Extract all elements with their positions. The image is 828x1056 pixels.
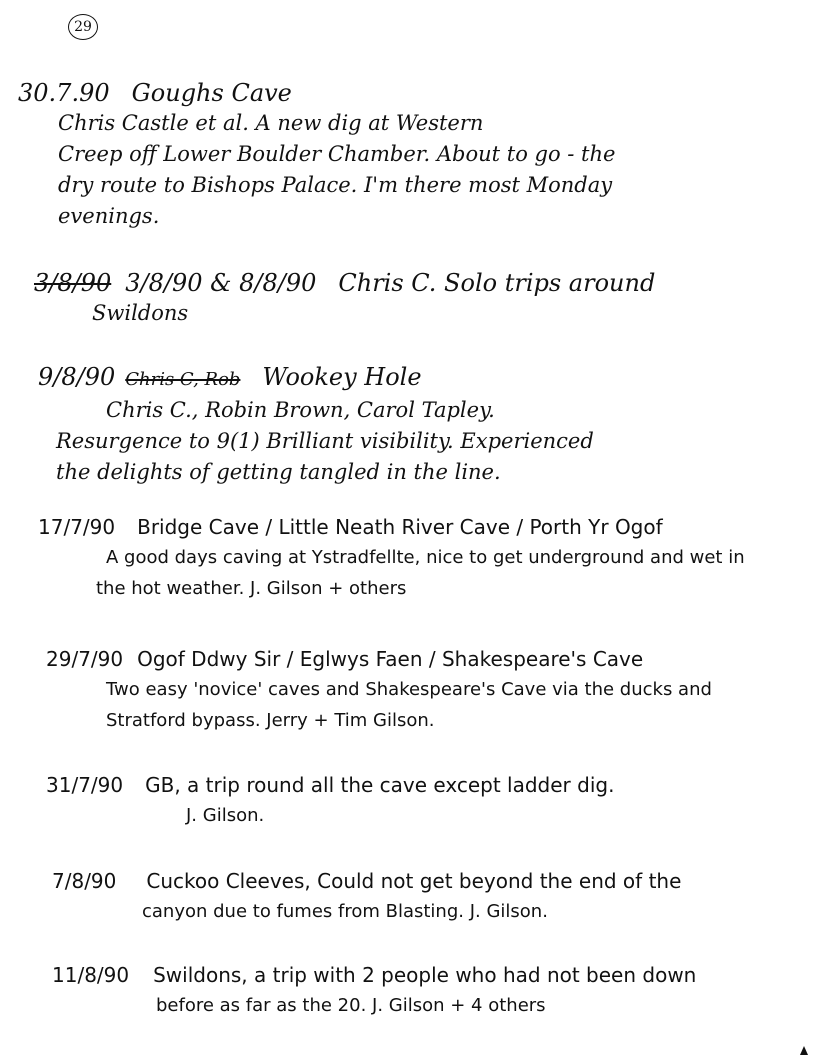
log-entry <box>52 866 816 927</box>
log-entry <box>34 268 814 329</box>
entry-date: 31/7/90 <box>46 773 124 797</box>
struck-text: 3/8/90 <box>34 269 112 297</box>
entry-body <box>38 542 818 604</box>
entry-body <box>58 108 798 232</box>
entry-line: Creep off Lower Boulder Chamber. About to go - the <box>58 142 616 166</box>
log-entry <box>18 78 798 232</box>
entry-title: Wookey Hole <box>262 363 422 391</box>
entry-line: Chris C., Robin Brown, Carol Tapley. <box>106 398 495 422</box>
entry-body <box>186 800 816 831</box>
log-entry <box>52 960 816 1021</box>
entry-title: Chris C. Solo trips around <box>338 269 656 297</box>
entry-title: Goughs Cave <box>131 79 292 107</box>
entry-heading <box>34 268 814 298</box>
entry-line: evenings. <box>58 204 160 228</box>
entry-title: Cuckoo Cleeves, Could not get beyond the end of the <box>146 869 682 893</box>
entry-line: Chris Castle et al. A new dig at Western <box>58 111 484 135</box>
entry-line: before as far as the 20. J. Gilson + 4 others <box>156 995 546 1016</box>
entry-line: dry route to Bishops Palace. I'm there most Monday <box>58 173 613 197</box>
corner-mark <box>800 1046 808 1055</box>
entry-date: 29/7/90 <box>46 647 124 671</box>
entry-title: GB, a trip round all the cave except ladder dig. <box>145 773 615 797</box>
entry-body <box>142 896 816 927</box>
entry-heading <box>46 644 816 674</box>
entry-line: A good days caving at Ystradfellte, nice to get underground and wet in <box>106 547 745 568</box>
entry-date: 3/8/90 & 8/8/90 <box>125 269 317 297</box>
entry-heading <box>52 866 816 896</box>
entry-body <box>156 990 816 1021</box>
entry-title: Ogof Ddwy Sir / Eglwys Faen / Shakespeare's Cave <box>137 647 644 671</box>
entry-heading <box>52 960 816 990</box>
log-entry <box>46 770 816 831</box>
entry-line: Swildons <box>92 301 189 325</box>
entry-line: J. Gilson. <box>186 805 265 826</box>
page-number: 29 <box>68 14 98 40</box>
entry-date: 30.7.90 <box>18 79 110 107</box>
entry-title: Bridge Cave / Little Neath River Cave / Porth Yr Ogof <box>137 515 663 539</box>
entry-body <box>38 395 818 488</box>
log-entry <box>38 362 818 488</box>
log-entry <box>46 644 816 736</box>
entry-heading <box>18 78 798 108</box>
entry-body <box>106 674 816 736</box>
log-entry <box>38 512 818 604</box>
entry-line: Resurgence to 9(1) Brilliant visibility. Experienced <box>56 429 594 453</box>
entry-date: 11/8/90 <box>52 963 130 987</box>
entry-title: Swildons, a trip with 2 people who had not been down <box>153 963 697 987</box>
entry-body <box>92 298 814 329</box>
entry-line: the delights of getting tangled in the line. <box>56 460 501 484</box>
entry-date: 17/7/90 <box>38 515 116 539</box>
entry-line: Stratford bypass. Jerry + Tim Gilson. <box>106 710 435 731</box>
entry-heading <box>38 512 818 542</box>
entry-date: 7/8/90 <box>52 869 117 893</box>
entry-line: the hot weather. J. Gilson + others <box>96 578 407 599</box>
struck-text: Chris C, Rob <box>125 369 241 390</box>
entry-heading <box>38 362 818 395</box>
entry-line: canyon due to fumes from Blasting. J. Gilson. <box>142 901 548 922</box>
entry-line: Two easy 'novice' caves and Shakespeare's Cave via the ducks and <box>106 679 712 700</box>
entry-heading <box>46 770 816 800</box>
entry-date: 9/8/90 <box>38 363 116 391</box>
